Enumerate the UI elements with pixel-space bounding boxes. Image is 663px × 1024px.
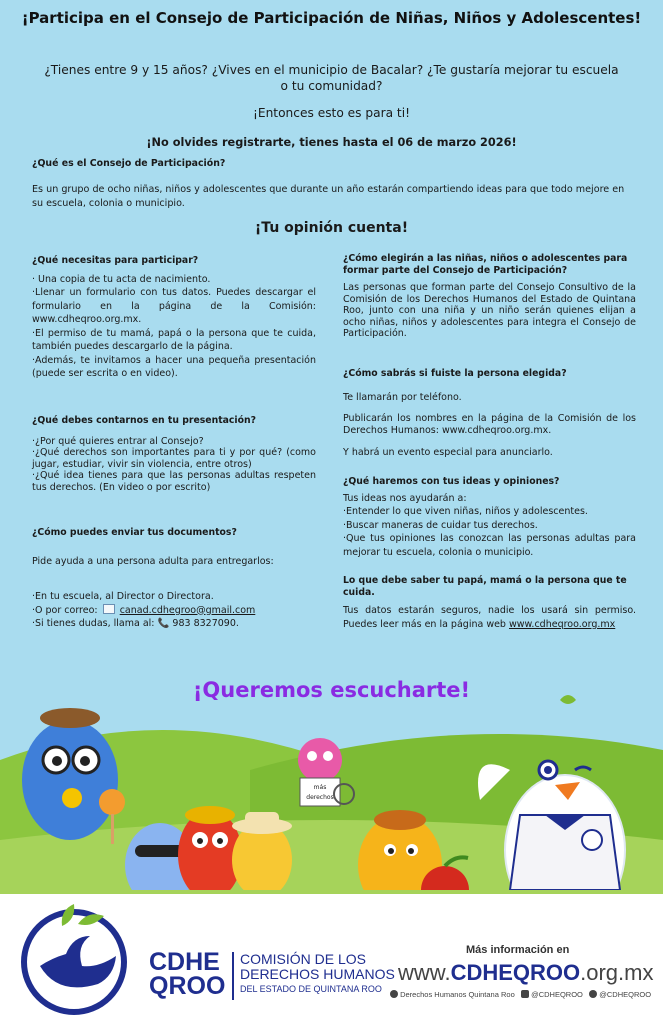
list-item: ·¿Qué derechos son importantes para ti y por qué? (como jugar, estudiar, vivir sin violencia, entre otros) [32, 447, 316, 470]
sign-text-line1: más [313, 784, 327, 791]
brand-abbr-line1: CDHE [149, 948, 220, 976]
list-item: ·Buscar maneras de cuidar tus derechos. [343, 519, 538, 531]
parents-section [343, 575, 636, 631]
know-line: Te llamarán por teléfono. [343, 391, 462, 403]
queremos-escucharte-heading: ¡Queremos escucharte! [192, 678, 471, 702]
page-title: ¡Participa en el Consejo de Participación de Niñas, Niños y Adolescentes! [21, 9, 642, 27]
intro-question: ¿Tienes entre 9 y 15 años? ¿Vives en el municipio de Bacalar? ¿Te gustaría mejorar tu escuela o tu comunidad? [44, 63, 619, 93]
send-phone-label: ·Si tienes dudas, llama al: [32, 618, 155, 629]
opinion-heading: ¡Tu opinión cuenta! [254, 220, 409, 236]
social-links [390, 990, 651, 999]
what-is-heading: ¿Qué es el Consejo de Participación? [32, 158, 226, 169]
phone-number: 983 8327090. [172, 618, 239, 629]
more-info-label: Más información en [466, 944, 570, 956]
tell-section [32, 415, 316, 493]
url-suffix: .org.mx [580, 960, 654, 985]
social-instagram[interactable]: @CDHEQROO [531, 990, 583, 999]
what-is-answer: Es un grupo de ocho niñas, niños y adolescentes que durante un año estarán compartiendo ideas para que todo mejore en su escuela, colonia o municipio. [32, 184, 625, 209]
send-intro: Pide ayuda a una persona adulta para entregarlos: [32, 555, 274, 567]
list-item: ·¿Qué idea tienes para que las personas adultas respeten tus derechos. (En video o por escrito) [32, 470, 316, 493]
send-phone-row [32, 617, 316, 631]
tell-heading: ¿Qué debes contarnos en tu presentación? [32, 415, 257, 426]
social-x[interactable]: @CDHEQROO [599, 990, 652, 999]
email-link[interactable]: canad.cdhegroo@gmail.com [119, 604, 256, 616]
brand-abbr-line2: QROO [149, 972, 226, 1000]
choose-heading: ¿Cómo elegirán a las niñas, niños o adolescentes para formar parte del Consejo de Participación? [343, 253, 628, 276]
list-item: · Una copia de tu acta de nacimiento. [32, 273, 211, 285]
phone-icon: 📞 [157, 618, 170, 629]
brand-name-line3: DEL ESTADO DE QUINTANA ROO [240, 984, 382, 994]
brand-divider [232, 952, 234, 1000]
ideas-heading: ¿Qué haremos con tus ideas y opiniones? [343, 476, 560, 487]
parents-text: Tus datos estarán seguros, nadie los usará sin permiso. Puedes leer más en la página web [343, 605, 636, 630]
brand-name-line1: COMISIÓN DE LOS [240, 951, 367, 967]
registration-deadline: ¡No olvides registrarte, tienes hasta el 06 de marzo 2026! [146, 136, 517, 149]
know-section [343, 368, 636, 460]
list-item: ·Llenar un formulario con tus datos. Puedes descargar el formulario en la página de la Comisión: www.cdheqroo.org.mx. [32, 287, 316, 325]
intro-callout: ¡Entonces esto es para ti! [253, 106, 410, 120]
list-item: ·El permiso de tu mamá, papá o la persona que te cuida, también puedes descargarlo de la página. [32, 327, 316, 352]
list-item: ·Además, te invitamos a hacer una pequeña presentación (puede ser escrita o en video). [32, 354, 316, 379]
parents-answer [343, 604, 636, 631]
footer [0, 890, 663, 1024]
instagram-icon [521, 990, 529, 998]
footer-website[interactable] [398, 960, 653, 986]
url-prefix: www. [398, 960, 451, 985]
list-item: ·¿Por qué quieres entrar al Consejo? [32, 435, 204, 447]
facebook-icon [390, 990, 398, 998]
send-school: ·En tu escuela, al Director o Directora. [32, 591, 214, 602]
send-email-row [32, 604, 316, 618]
sign-text-line2: derechos [306, 794, 334, 801]
x-icon [589, 990, 597, 998]
brand-abbreviation [149, 950, 225, 998]
choose-section [343, 253, 636, 340]
send-section [32, 527, 316, 631]
dove-logo-icon [18, 896, 130, 1018]
send-email-label: ·O por correo: [32, 604, 98, 616]
choose-answer: Las personas que forman parte del Consejo Consultivo de la Comisión de los Derechos Humanos del Estado de Quintana Roo, junto con una niña y un niño serán quienes elijan a ocho niñas, niños y adolescentes para integra el Consejo de Participación. [343, 282, 636, 340]
parents-heading: Lo que debe saber tu papá, mamá o la persona que te cuida. [343, 575, 627, 598]
brand-name [240, 952, 395, 997]
list-item: ·Que tus opiniones las conozcan las personas adultas para mejorar tu escuela, colonia o municipio. [343, 533, 636, 558]
ideas-intro: Tus ideas nos ayudarán a: [343, 492, 467, 504]
need-section [32, 255, 316, 381]
email-icon [103, 604, 115, 614]
website-link[interactable]: www.cdheqroo.org.mx [509, 618, 616, 630]
list-item: ·Entender lo que viven niñas, niños y adolescentes. [343, 506, 588, 517]
brand-name-line2: DERECHOS HUMANOS [240, 966, 395, 982]
yellow-hat-mascot [232, 812, 292, 898]
know-line: Y habrá un evento especial para anunciarlo. [343, 447, 553, 458]
ideas-section [343, 476, 636, 559]
know-heading: ¿Cómo sabrás si fuiste la persona elegida? [343, 368, 567, 379]
know-line: Publicarán los nombres en la página de la Comisión de los Derechos Humanos: www.cdheqroo.org.mx. [343, 413, 636, 436]
send-heading: ¿Cómo puedes enviar tus documentos? [32, 527, 237, 538]
url-main: CDHEQROO [450, 960, 581, 985]
need-heading: ¿Qué necesitas para participar? [32, 255, 199, 266]
social-facebook[interactable]: Derechos Humanos Quintana Roo [400, 990, 515, 999]
